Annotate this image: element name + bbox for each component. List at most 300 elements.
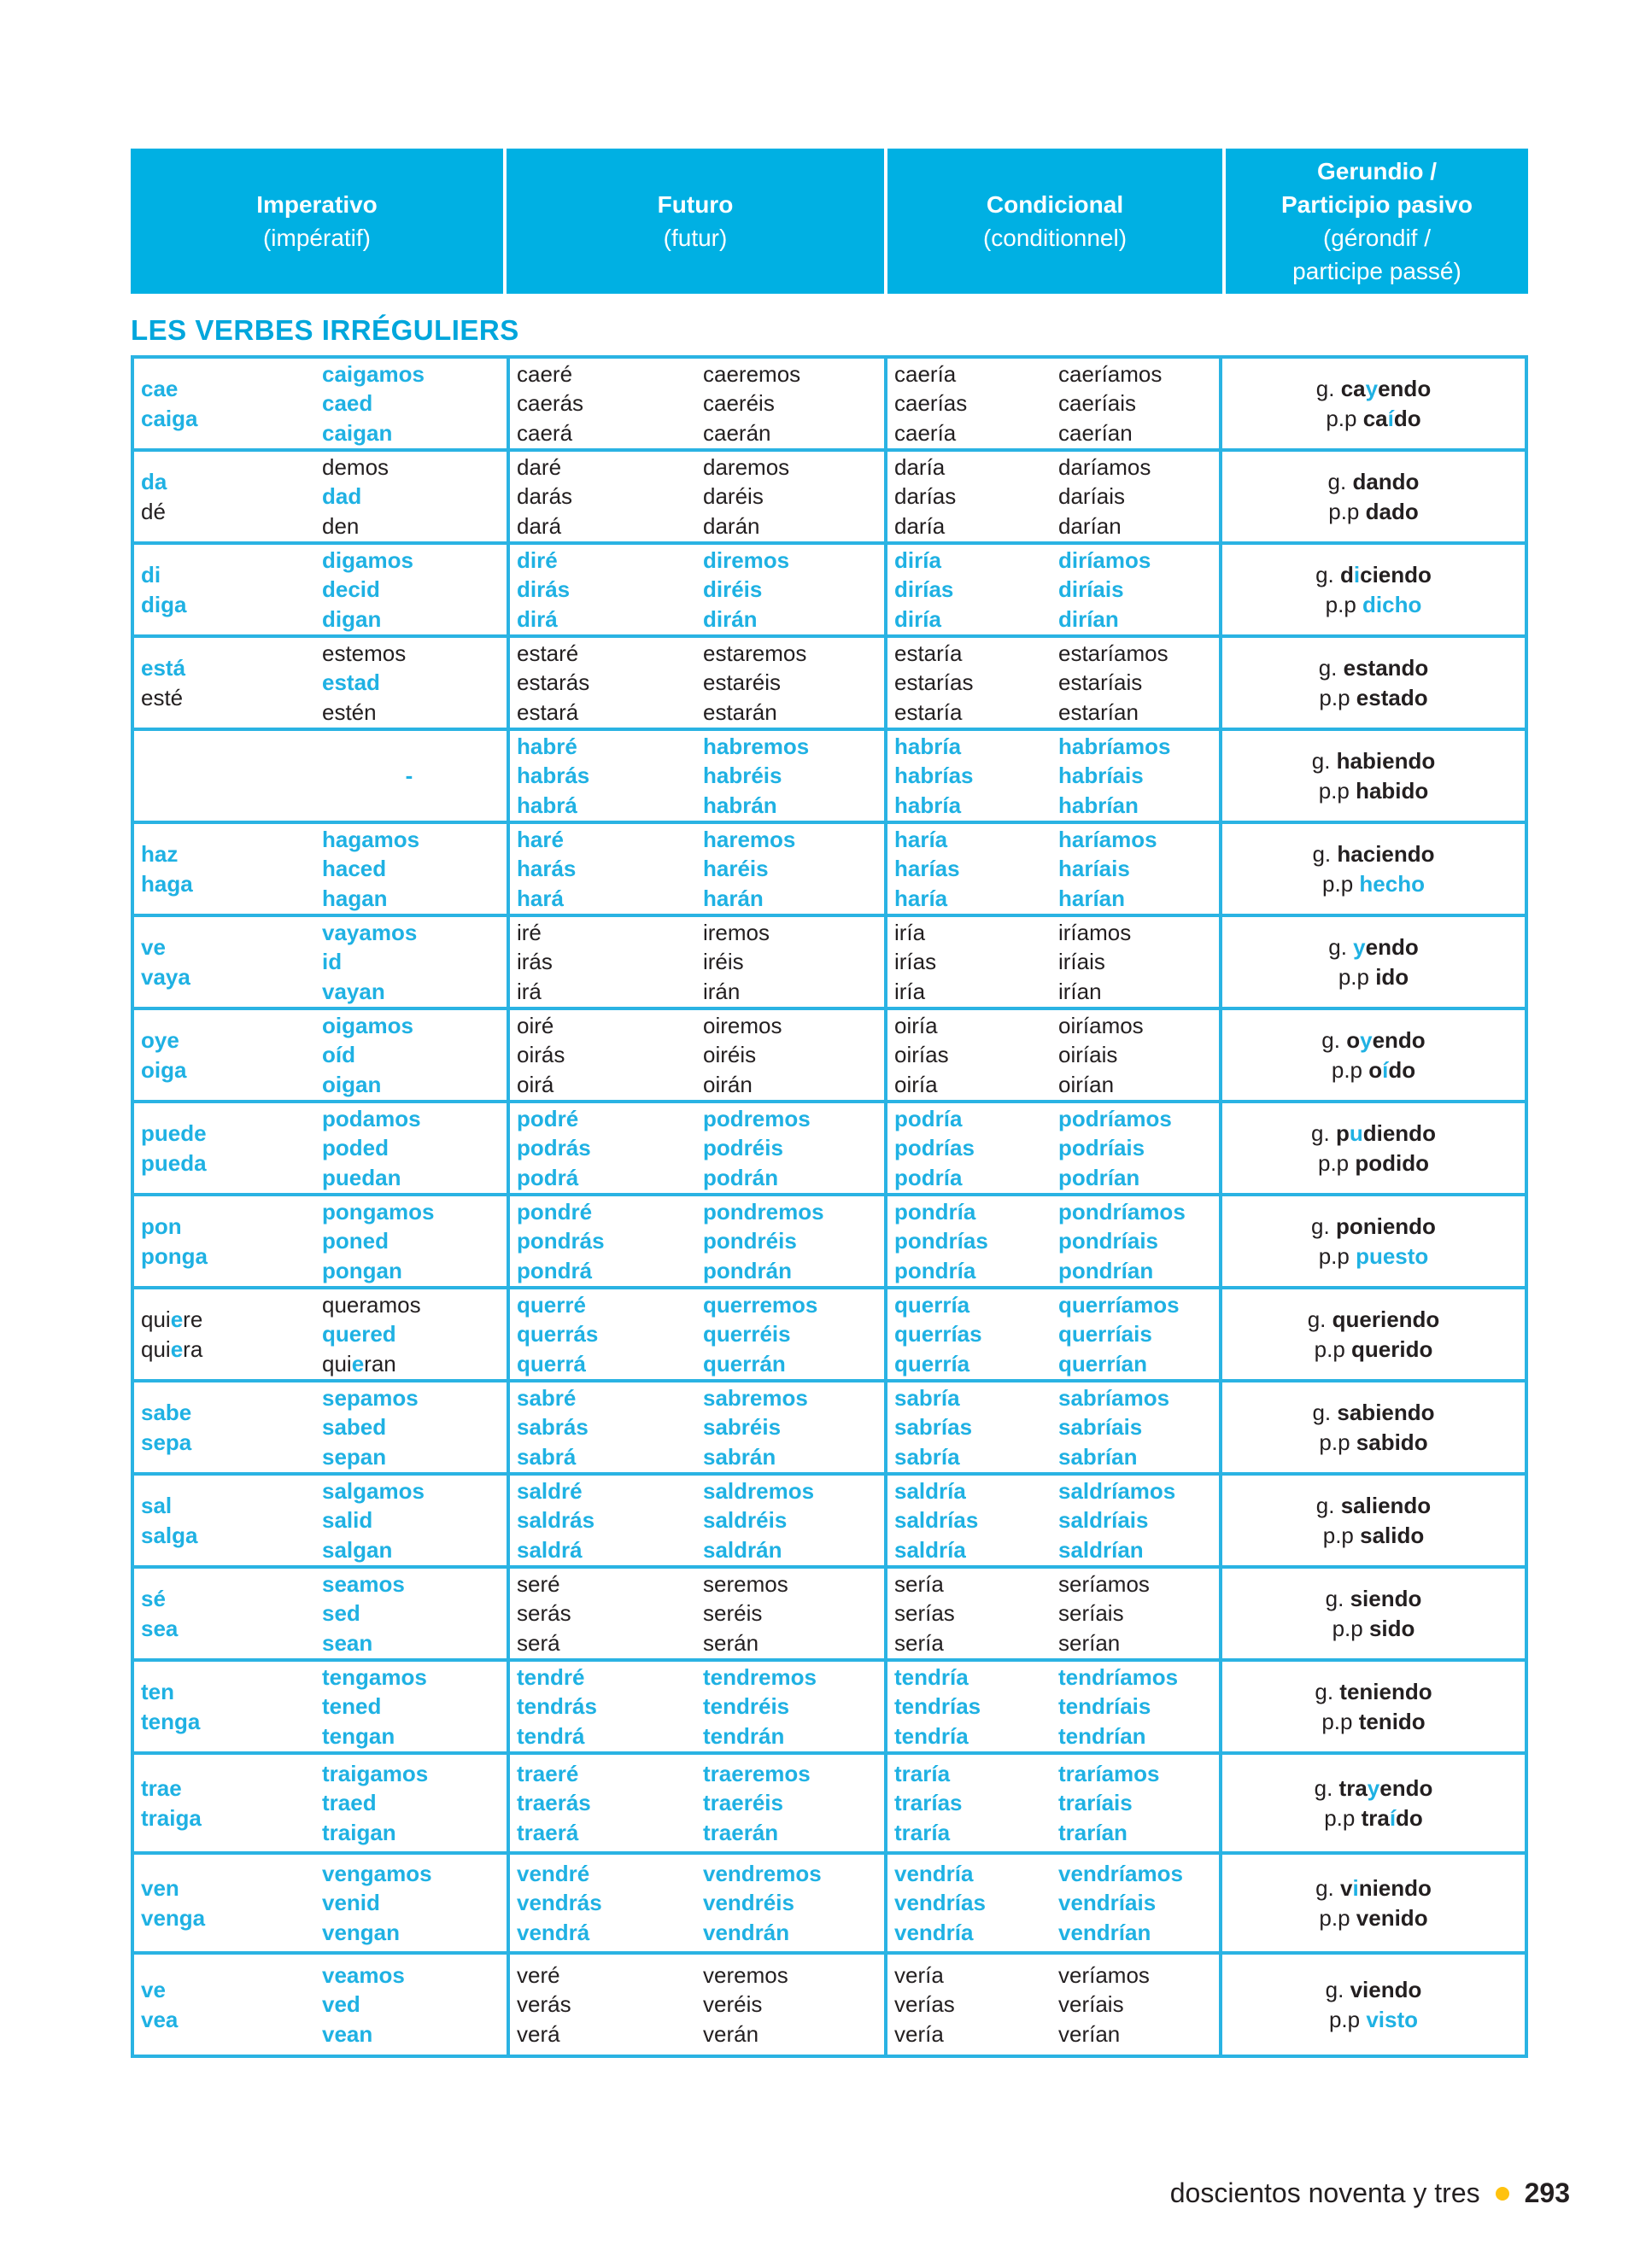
header-imperativo-subtitle: (impératif) xyxy=(262,225,371,251)
table-header xyxy=(131,149,1528,294)
verb-form xyxy=(1058,1663,1219,1692)
form-column-fut-right xyxy=(703,824,882,914)
verb-form-segment: p.p xyxy=(1322,870,1360,897)
verb-form-segment: tenido xyxy=(1358,1708,1426,1734)
verb-form xyxy=(517,575,703,605)
verb-form xyxy=(1058,359,1219,389)
verb-form xyxy=(1319,1428,1427,1458)
verb-form xyxy=(517,511,703,541)
verb-form xyxy=(141,1903,322,1933)
empty-marker xyxy=(134,731,507,821)
verb-form-segment: u xyxy=(1349,1119,1363,1146)
form-column-cond-right xyxy=(1058,1855,1219,1951)
form-column-imp-right xyxy=(322,359,501,448)
verb-form xyxy=(703,1628,882,1658)
verb-form xyxy=(703,1442,882,1472)
verb-form-segment: caería xyxy=(894,419,957,446)
verb-form xyxy=(517,1226,703,1256)
verb-form xyxy=(517,359,703,389)
cell-futuro xyxy=(507,1855,884,1951)
verb-form-segment: g. xyxy=(1312,1399,1338,1425)
verb-form-segment: traríais xyxy=(1057,1790,1133,1816)
verb-form-segment: hagan xyxy=(322,885,388,911)
table-row xyxy=(134,1382,1525,1476)
verb-form-segment: do xyxy=(1393,405,1421,431)
form-column-imp-right xyxy=(322,917,501,1007)
verb-form-segment: g. xyxy=(1328,933,1354,960)
verb-form xyxy=(703,825,882,855)
form-column-cond-left xyxy=(887,638,1058,728)
verb-form-segment: irá xyxy=(517,978,542,1004)
verb-form xyxy=(517,1859,703,1889)
verb-form-segment: venga xyxy=(141,1904,206,1931)
verb-form-segment: querremos xyxy=(703,1291,818,1318)
verb-form-segment: seréis xyxy=(703,1600,763,1627)
form-column-cond-left xyxy=(887,1103,1058,1193)
verb-form-segment: cae xyxy=(141,376,179,401)
verb-form-segment: estaría xyxy=(894,640,963,666)
verb-form xyxy=(1058,1888,1219,1918)
verb-form xyxy=(1319,683,1427,713)
cell-futuro xyxy=(507,359,884,448)
verb-form-segment: habré xyxy=(517,733,577,759)
verb-form-segment: decid xyxy=(322,576,380,603)
verb-form xyxy=(322,2020,501,2049)
form-column-imp-right xyxy=(322,1662,501,1751)
verb-form xyxy=(517,1663,703,1692)
verb-form xyxy=(141,869,322,899)
verb-form xyxy=(141,1584,322,1614)
verb-form-segment: trae xyxy=(141,1775,182,1801)
cell-futuro xyxy=(507,1103,884,1193)
table-row xyxy=(134,1476,1525,1569)
verb-form xyxy=(703,511,882,541)
verb-form xyxy=(517,732,703,762)
form-column-cond-right xyxy=(1058,1569,1219,1658)
footer-dot-icon xyxy=(1496,2187,1509,2201)
verb-form-segment: traeremos xyxy=(703,1760,811,1786)
verb-form-segment: querría xyxy=(894,1291,970,1318)
form-column-fut-left xyxy=(510,731,703,821)
table-row xyxy=(134,1662,1525,1755)
verb-form-segment: habréis xyxy=(703,763,782,789)
verb-form-segment: qui xyxy=(322,1350,352,1377)
verb-form-segment: estaría xyxy=(894,699,963,725)
verb-form-segment: venido xyxy=(1356,1904,1428,1931)
verb-form-segment: podamos xyxy=(322,1105,421,1131)
verb-form xyxy=(1316,1491,1431,1521)
verb-form-segment: v xyxy=(1340,1874,1353,1901)
form-column-cond-right xyxy=(1058,1103,1219,1193)
cell-imperativo xyxy=(134,917,507,1007)
verb-form xyxy=(141,1975,322,2005)
form-column-imp-left xyxy=(134,1382,322,1472)
table-row xyxy=(134,1855,1525,1955)
cell-gerundio xyxy=(1219,545,1525,634)
form-column-fut-left xyxy=(510,917,703,1007)
cell-gerundio xyxy=(1219,917,1525,1007)
verb-form-segment: querrás xyxy=(517,1321,599,1347)
verb-form xyxy=(703,575,882,605)
form-column-cond-left xyxy=(887,545,1058,634)
cell-imperativo xyxy=(134,1955,507,2055)
verb-form-segment: querría xyxy=(894,1350,970,1377)
verb-form-segment: hagamos xyxy=(322,826,420,852)
verb-form-segment: oiríamos xyxy=(1057,1012,1144,1038)
verb-form-segment: oigamos xyxy=(322,1012,413,1038)
verb-form xyxy=(1058,1412,1219,1442)
verb-form-segment: vendríais xyxy=(1057,1890,1157,1916)
verb-form xyxy=(322,1692,501,1721)
verb-form-segment: oiréis xyxy=(703,1042,757,1068)
verb-form xyxy=(1058,1535,1219,1565)
form-column-cond-left xyxy=(887,1289,1058,1379)
verb-form-segment: iremos xyxy=(703,919,770,945)
verb-form-segment: sabríamos xyxy=(1057,1384,1170,1411)
verb-form xyxy=(894,791,1058,821)
verb-form-segment: haríamos xyxy=(1057,826,1157,852)
verb-form-segment: y xyxy=(1367,1774,1380,1801)
verb-form xyxy=(1319,1242,1429,1271)
verb-form-segment: sabréis xyxy=(703,1414,782,1441)
verb-form-segment: serías xyxy=(894,1600,955,1627)
form-column-ger xyxy=(1222,917,1525,1007)
verb-form-segment: saldrías xyxy=(894,1507,979,1534)
verb-form-segment: o xyxy=(1368,1056,1383,1083)
form-column-imp-right xyxy=(322,1855,501,1951)
verb-form xyxy=(1324,1803,1423,1833)
verb-form-segment: estarás xyxy=(517,669,590,696)
verb-form xyxy=(1058,1163,1219,1193)
verb-form-segment: daría xyxy=(894,453,946,480)
form-column-imp-left xyxy=(134,545,322,634)
form-column-ger xyxy=(1222,359,1525,448)
verb-form-segment: do xyxy=(1388,1056,1416,1083)
verb-form-segment: p.p xyxy=(1318,777,1356,804)
cell-gerundio xyxy=(1219,1662,1525,1751)
form-column-cond-right xyxy=(1058,638,1219,728)
cell-futuro xyxy=(507,1382,884,1472)
table-row xyxy=(134,1103,1525,1196)
verb-form-segment: caerán xyxy=(703,419,771,446)
verb-form-segment: p.p xyxy=(1319,1904,1356,1931)
verb-form-segment: vería xyxy=(894,2020,944,2047)
verb-form xyxy=(322,1290,501,1320)
verb-form xyxy=(1328,932,1419,962)
verb-form-segment: caeré xyxy=(517,360,573,387)
verb-form xyxy=(703,1569,882,1599)
verb-form-segment: salgamos xyxy=(322,1477,425,1504)
verb-form-segment: sabremos xyxy=(703,1384,808,1411)
verb-form-segment: g. xyxy=(1314,1774,1339,1801)
form-column-fut-left xyxy=(510,638,703,728)
verb-form-segment: sabré xyxy=(517,1384,577,1411)
verb-form xyxy=(894,1788,1058,1818)
verb-form-segment: podréis xyxy=(703,1135,783,1161)
verb-form xyxy=(1311,1119,1436,1149)
verb-form xyxy=(894,1383,1058,1413)
form-column-ger xyxy=(1222,1955,1525,2055)
verb-form xyxy=(894,1888,1058,1918)
verb-form xyxy=(322,1163,501,1193)
verb-form xyxy=(703,1818,882,1848)
form-column-fut-left xyxy=(510,1103,703,1193)
verb-form xyxy=(517,1349,703,1379)
cell-condicional xyxy=(884,1855,1219,1951)
verb-form xyxy=(1326,404,1420,434)
cell-gerundio xyxy=(1219,1855,1525,1951)
verb-form xyxy=(703,1412,882,1442)
verb-form xyxy=(703,761,882,791)
form-column-fut-right xyxy=(703,359,882,448)
verb-form xyxy=(322,1990,501,2020)
cell-condicional xyxy=(884,1955,1219,2055)
cell-imperativo xyxy=(134,1289,507,1379)
verb-form-segment: oirá xyxy=(517,1071,554,1097)
verb-form-segment: tendría xyxy=(894,1722,969,1749)
verb-form xyxy=(894,418,1058,448)
verb-form-segment: di xyxy=(141,562,161,587)
verb-form xyxy=(1308,1305,1440,1335)
verb-form-segment: iréis xyxy=(703,949,744,975)
verb-form xyxy=(1058,1040,1219,1070)
verb-form xyxy=(703,1535,882,1565)
form-column-fut-left xyxy=(510,1289,703,1379)
verb-form-segment: darán xyxy=(703,512,760,539)
verb-form xyxy=(1322,869,1425,899)
verb-form xyxy=(322,1197,501,1227)
form-column-ger xyxy=(1222,1289,1525,1379)
cell-imperativo xyxy=(134,1010,507,1100)
verb-form xyxy=(517,453,703,482)
verb-form xyxy=(517,668,703,698)
verb-form xyxy=(1058,1759,1219,1789)
verb-form xyxy=(322,1256,501,1286)
verb-form-segment: tendrá xyxy=(517,1722,585,1749)
verb-form-segment: p.p xyxy=(1331,1056,1369,1083)
verb-form xyxy=(894,511,1058,541)
verb-form-segment: caerían xyxy=(1057,419,1133,446)
verb-form-segment: sabrán xyxy=(703,1443,776,1470)
verb-form-segment: y xyxy=(1365,375,1379,401)
verb-form-segment: ve xyxy=(141,1977,166,2002)
verb-form-segment: oigan xyxy=(322,1071,382,1097)
verb-form xyxy=(1058,918,1219,948)
cell-condicional xyxy=(884,917,1219,1007)
verb-form-segment: p.p xyxy=(1317,1149,1356,1176)
verb-form-segment: veríamos xyxy=(1057,1961,1150,1988)
form-column-fut-right xyxy=(703,1955,882,2055)
verb-form xyxy=(322,1349,501,1379)
verb-form xyxy=(703,1599,882,1628)
verb-form xyxy=(322,1818,501,1848)
verb-form-segment: g. xyxy=(1325,1585,1350,1611)
verb-form xyxy=(703,1133,882,1163)
verb-form xyxy=(1058,1442,1219,1472)
verb-form xyxy=(1058,1319,1219,1349)
verb-form-segment: tengamos xyxy=(322,1663,427,1690)
verb-form xyxy=(322,389,501,418)
verb-form-segment: oirán xyxy=(703,1071,753,1097)
verb-form xyxy=(703,884,882,914)
form-column-cond-left xyxy=(887,1569,1058,1658)
header-imperativo-title: Imperativo xyxy=(256,191,378,218)
verb-form-segment: y xyxy=(1360,1026,1373,1053)
verb-form-segment: g. xyxy=(1321,1026,1347,1053)
verb-form-segment: sabríais xyxy=(1057,1414,1143,1441)
form-column-cond-left xyxy=(887,452,1058,541)
verb-form xyxy=(894,575,1058,605)
form-column-cond-left xyxy=(887,359,1058,448)
verb-form xyxy=(1319,776,1429,806)
verb-form xyxy=(1316,374,1431,404)
verb-form-segment: habrá xyxy=(517,792,577,818)
verb-form xyxy=(141,1677,322,1707)
verb-form-segment: saliendo xyxy=(1340,1492,1432,1518)
cell-imperativo xyxy=(134,1103,507,1193)
verb-form-segment: pongamos xyxy=(322,1198,435,1225)
verb-form xyxy=(703,389,882,418)
verb-form-segment: digamos xyxy=(322,547,413,573)
verb-form-segment: sepan xyxy=(322,1443,387,1470)
form-column-imp-left xyxy=(134,452,322,541)
verb-form-segment: queriendo xyxy=(1332,1306,1440,1332)
verb-form-segment: p.p xyxy=(1338,963,1376,990)
verb-form-segment: p.p xyxy=(1314,1336,1352,1362)
form-column-cond-left xyxy=(887,731,1058,821)
verb-form-segment: tendríamos xyxy=(1057,1663,1179,1690)
verb-form-segment: e xyxy=(170,1336,184,1362)
verb-form xyxy=(894,1256,1058,1286)
verb-form-segment: sería xyxy=(894,1570,944,1597)
form-column-fut-right xyxy=(703,1010,882,1100)
form-column-imp-left xyxy=(134,638,322,728)
verb-form-segment: saldríamos xyxy=(1057,1477,1176,1504)
verb-form xyxy=(1058,1197,1219,1227)
verb-form-segment: qui xyxy=(141,1306,171,1332)
verb-form-segment: ido xyxy=(1375,963,1409,990)
verb-form-segment: ven xyxy=(141,1875,179,1901)
verb-form-segment: tendrías xyxy=(894,1693,981,1720)
form-column-imp-left xyxy=(134,1289,322,1379)
verb-form-segment: endo xyxy=(1378,375,1432,401)
form-column-fut-right xyxy=(703,1755,882,1851)
verb-form xyxy=(894,546,1058,576)
verb-form-segment: haréis xyxy=(703,856,769,882)
cell-condicional xyxy=(884,1196,1219,1286)
form-column-cond-left xyxy=(887,1662,1058,1751)
form-column-imp-left xyxy=(134,917,322,1007)
verb-form-segment: p.p xyxy=(1328,2006,1367,2032)
verb-form xyxy=(322,453,501,482)
verb-form-segment: e xyxy=(351,1350,365,1377)
verb-form-segment: re xyxy=(183,1306,203,1332)
verb-form xyxy=(894,1961,1058,1990)
verb-form-segment: habido xyxy=(1356,777,1429,804)
form-column-imp-right xyxy=(322,1289,501,1379)
verb-form-segment: estarías xyxy=(894,669,974,696)
verb-form-segment: pondría xyxy=(894,1198,976,1225)
verb-form-segment: endo xyxy=(1379,1774,1433,1801)
verb-form-segment: vendría xyxy=(894,1860,974,1886)
verb-form-segment: habría xyxy=(894,792,962,818)
verb-form xyxy=(322,1888,501,1918)
verb-form xyxy=(1058,1961,1219,1990)
verb-form-segment: tra xyxy=(1338,1774,1368,1801)
cell-gerundio xyxy=(1219,1196,1525,1286)
verb-form xyxy=(894,1535,1058,1565)
header-condicional-subtitle: (conditionnel) xyxy=(982,225,1128,251)
verb-form xyxy=(703,1349,882,1379)
form-column-fut-right xyxy=(703,638,882,728)
verb-form-segment: p.p xyxy=(1322,1522,1361,1548)
verb-form xyxy=(517,1040,703,1070)
verb-form-segment: haced xyxy=(322,856,387,882)
verb-form-segment: sabrá xyxy=(517,1443,577,1470)
verb-form-segment: diendo xyxy=(1362,1119,1436,1146)
cell-gerundio xyxy=(1219,1569,1525,1658)
form-column-ger xyxy=(1222,731,1525,821)
verb-form-segment: dirás xyxy=(517,576,571,603)
verb-form-segment: puede xyxy=(141,1120,207,1146)
cell-condicional xyxy=(884,1569,1219,1658)
verb-form-segment: sabiendo xyxy=(1337,1399,1435,1425)
form-column-fut-right xyxy=(703,1662,882,1751)
verb-form xyxy=(517,389,703,418)
form-column-fut-right xyxy=(703,1103,882,1193)
verb-form-segment: dirían xyxy=(1057,605,1119,632)
verb-form-segment: pondrás xyxy=(517,1228,605,1254)
verb-form xyxy=(1058,1070,1219,1100)
cell-futuro xyxy=(507,452,884,541)
cell-gerundio xyxy=(1219,1289,1525,1379)
form-column-imp-left xyxy=(134,1476,322,1565)
form-column-fut-left xyxy=(510,1010,703,1100)
verb-form xyxy=(1058,668,1219,698)
verb-form xyxy=(517,418,703,448)
verb-form-segment: irías xyxy=(894,949,937,975)
form-column-ger xyxy=(1222,1196,1525,1286)
form-column-cond-right xyxy=(1058,1755,1219,1851)
verb-form-segment: salgan xyxy=(322,1536,393,1563)
verb-form-segment: harán xyxy=(703,885,764,911)
irregular-verbs-table xyxy=(131,355,1528,2058)
verb-form xyxy=(1329,2005,1418,2035)
form-column-cond-right xyxy=(1058,917,1219,1007)
verb-form-segment: g. xyxy=(1315,1678,1340,1704)
verb-form xyxy=(703,1759,882,1789)
cell-futuro xyxy=(507,1010,884,1100)
verb-form xyxy=(894,1759,1058,1789)
verb-form-segment: g. xyxy=(1307,1306,1332,1332)
verb-form-segment: tendrían xyxy=(1057,1722,1146,1749)
cell-futuro xyxy=(507,1289,884,1379)
verb-form xyxy=(517,1692,703,1721)
verb-form xyxy=(517,791,703,821)
form-column-imp-right xyxy=(322,1382,501,1472)
form-column-ger xyxy=(1222,1569,1525,1658)
verb-form-segment: tendré xyxy=(517,1663,585,1690)
cell-condicional xyxy=(884,545,1219,634)
verb-form xyxy=(1315,1677,1432,1707)
form-column-cond-right xyxy=(1058,452,1219,541)
verb-form-segment: oirás xyxy=(517,1042,565,1068)
header-futuro xyxy=(503,149,884,294)
verb-form-segment: irán xyxy=(703,978,741,1004)
verb-form-segment: sabría xyxy=(894,1443,960,1470)
table-row xyxy=(134,1196,1525,1289)
verb-form xyxy=(703,1721,882,1751)
